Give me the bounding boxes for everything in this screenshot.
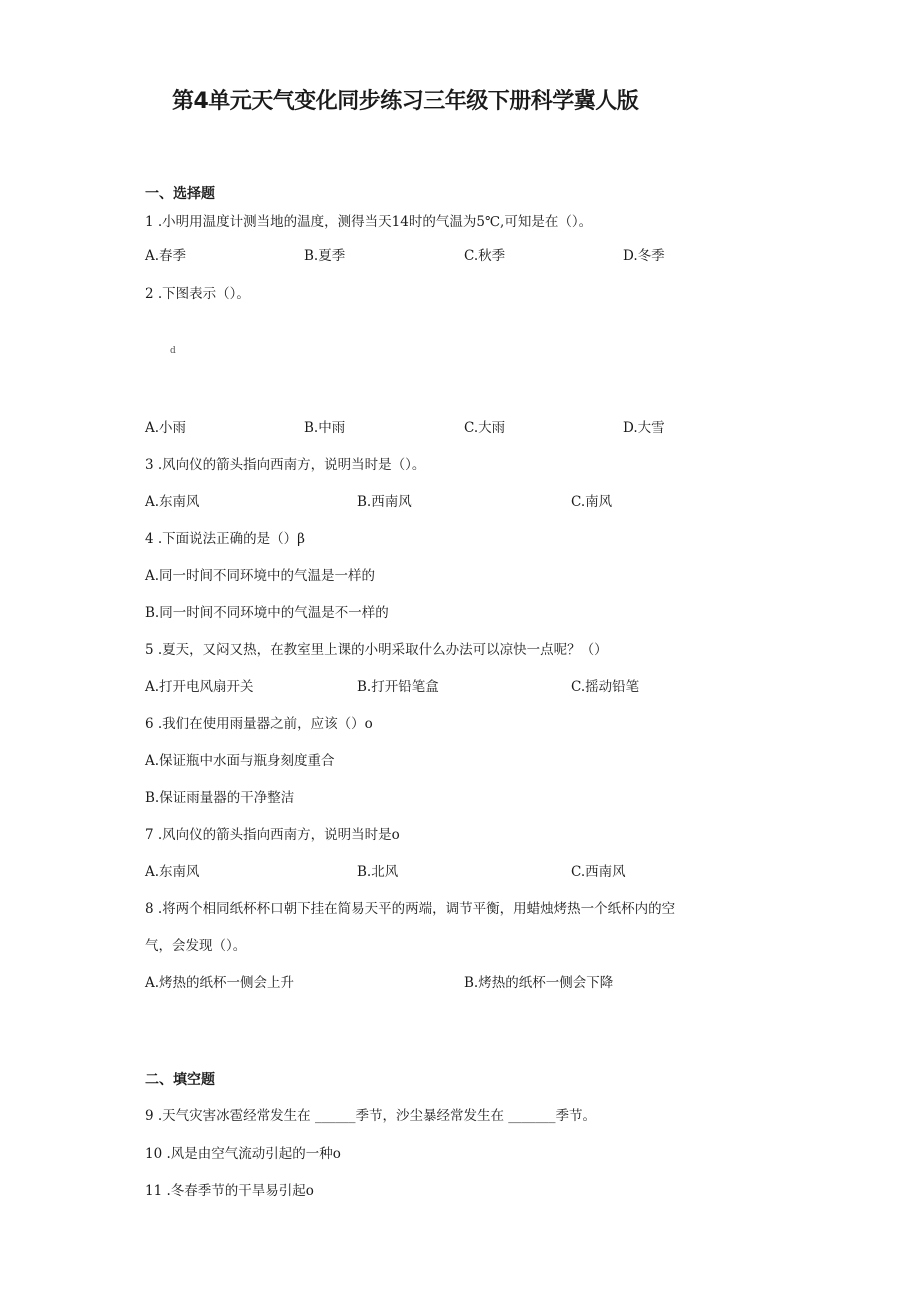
q3-option-a[interactable]: A.东南风 [145, 494, 200, 510]
q2-option-d[interactable]: D.大雪 [623, 420, 665, 436]
question-5: 5 .夏天，又闷又热，在教室里上课的小明采取什么办法可以凉快一点呢？（） [145, 642, 608, 658]
missing-image-placeholder: d [170, 346, 176, 356]
q1-option-a[interactable]: A.春季 [145, 248, 187, 264]
q8-option-a[interactable]: A.烤热的纸杯一侧会上升 [145, 975, 295, 991]
section-heading-choice: 一、选择题 [145, 186, 215, 202]
q2-option-a[interactable]: A.小雨 [145, 420, 187, 436]
q2-option-b[interactable]: B.中雨 [304, 420, 346, 436]
question-9: 9 .天气灾害冰雹经常发生在 ______季节，沙尘暴经常发生在 _______季节。 [145, 1108, 597, 1124]
q4-option-b[interactable]: B.同一时间不同环境中的气温是不一样的 [145, 605, 389, 621]
q1-option-b[interactable]: B.夏季 [304, 248, 346, 264]
question-4: 4 .下面说法正确的是（）β [145, 531, 305, 547]
q3-option-c[interactable]: C.南风 [571, 494, 613, 510]
question-1: 1 .小明用温度计测当地的温度，测得当天14时的气温为5℃,可知是在（）。 [145, 214, 593, 230]
question-3: 3 .风向仪的箭头指向西南方，说明当时是（）。 [145, 457, 426, 473]
question-8-line-2: 气，会发现（）。 [145, 938, 247, 954]
q3-option-b[interactable]: B.西南风 [357, 494, 412, 510]
q7-option-c[interactable]: C.西南风 [571, 864, 626, 880]
question-11: 11 .冬春季节的干旱易引起o [145, 1183, 314, 1199]
q6-option-b[interactable]: B.保证雨量器的干净整洁 [145, 790, 295, 806]
question-7: 7 .风向仪的箭头指向西南方，说明当时是o [145, 827, 400, 843]
q1-option-c[interactable]: C.秋季 [464, 248, 506, 264]
section-heading-fill-blank: 二、填空题 [145, 1072, 215, 1088]
q5-option-c[interactable]: C.摇动铅笔 [571, 679, 640, 695]
q5-option-a[interactable]: A.打开电风扇开关 [145, 679, 254, 695]
question-8-line-1: 8 .将两个相同纸杯杯口朝下挂在简易天平的两端，调节平衡，用蜡烛烤热一个纸杯内的空 [145, 901, 676, 917]
question-6: 6 .我们在使用雨量器之前，应该（）o [145, 716, 373, 732]
page-title: 第4单元天气变化同步练习三年级下册科学冀人版 [172, 89, 639, 114]
q5-option-b[interactable]: B.打开铅笔盒 [357, 679, 439, 695]
q7-option-a[interactable]: A.东南风 [145, 864, 200, 880]
q4-option-a[interactable]: A.同一时间不同环境中的气温是一样的 [145, 568, 376, 584]
question-10: 10 .风是由空气流动引起的一种o [145, 1146, 341, 1162]
q8-option-b[interactable]: B.烤热的纸杯一侧会下降 [464, 975, 614, 991]
q1-option-d[interactable]: D.冬季 [623, 248, 665, 264]
q2-option-c[interactable]: C.大雨 [464, 420, 506, 436]
q7-option-b[interactable]: B.北风 [357, 864, 399, 880]
q6-option-a[interactable]: A.保证瓶中水面与瓶身刻度重合 [145, 753, 335, 769]
question-2: 2 .下图表示（）。 [145, 286, 250, 302]
